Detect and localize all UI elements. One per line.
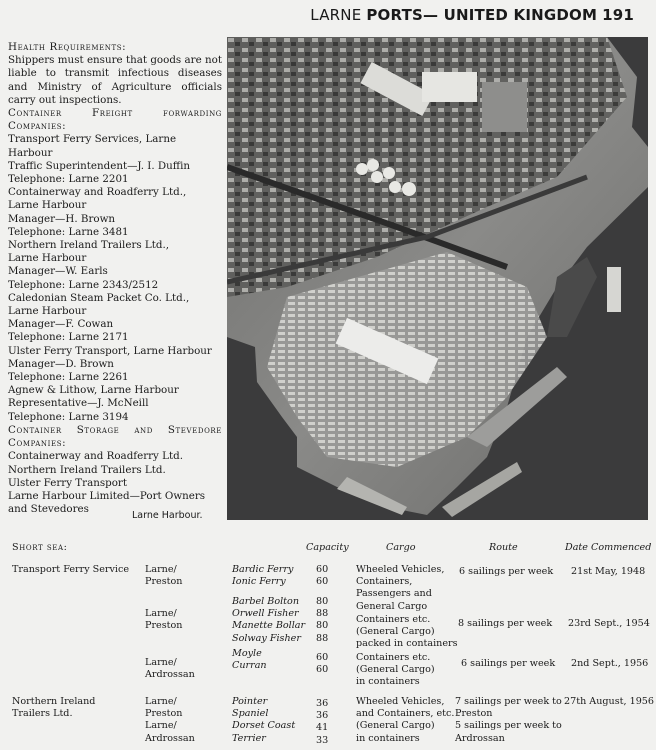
service-line: Preston	[145, 620, 183, 632]
vessel-name: Terrier	[232, 732, 266, 744]
table-section-label: Short sea:	[12, 542, 68, 553]
vessel-name: Dorset Coast	[232, 720, 296, 732]
photo-caption: Larne Harbour.	[132, 510, 203, 521]
cargo-line: (General Cargo)	[356, 626, 435, 638]
forwarding-line: Telephone: Larne 2171	[8, 331, 129, 344]
forwarding-line: Containerway and Roadferry Ltd.,	[8, 186, 187, 199]
column-header-route: Route	[489, 542, 518, 553]
vessel-name: Curran	[232, 660, 267, 672]
column-header-date: Date Commenced	[565, 542, 652, 553]
capacity-value: 33	[316, 734, 329, 746]
capacity-value: 80	[316, 596, 329, 607]
health-heading: Health Requirements:	[8, 41, 127, 53]
cargo	[356, 696, 461, 745]
cargo-line: Passengers and	[356, 588, 432, 600]
service	[145, 696, 195, 745]
route: 8 sailings per week	[458, 618, 553, 629]
route: 6 sailings per week	[461, 658, 556, 669]
route: 6 sailings per week	[459, 566, 554, 577]
vessel-name: Barbel Bolton	[232, 596, 299, 607]
cargo-line: Wheeled Vehicles,	[356, 696, 445, 707]
capacity-value: 60	[316, 664, 329, 676]
forwarding-line: Telephone: Larne 2343/2512	[8, 278, 159, 291]
capacity-value: 60	[316, 652, 329, 663]
forwarding-line: Manager—D. Brown	[8, 357, 114, 370]
date-commenced: 2nd Sept., 1956	[571, 658, 649, 669]
cargo	[356, 652, 435, 689]
service-line: Ardrossan	[145, 669, 195, 681]
column-header-capacity: Capacity	[306, 542, 349, 553]
forwarding-line: Larne Harbour	[8, 305, 87, 318]
page-number: 191	[602, 6, 634, 24]
vessel-name: Bardic Ferry	[232, 564, 294, 575]
forwarding-list	[8, 133, 222, 423]
date-commenced: 23rd Sept., 1954	[568, 618, 650, 629]
cargo-line: (General Cargo)	[356, 720, 435, 732]
forwarding-line: Northern Ireland Trailers Ltd.,	[8, 239, 170, 252]
capacity-value: 88	[316, 632, 329, 644]
vessel-name: Manette Bollar	[232, 620, 306, 632]
vessel-name: Spaniel	[232, 708, 269, 720]
capacity-value: 60	[316, 576, 329, 588]
vessels	[232, 696, 295, 745]
storage-line: Containerway and Roadferry Ltd.	[8, 450, 183, 463]
operator-line: Trailers Ltd.	[12, 708, 73, 720]
cargo-line: Wheeled Vehicles,	[356, 564, 445, 575]
service-line: Ardrossan	[145, 732, 195, 744]
forwarding-line: Traffic Superintendent—J. I. Duffin	[8, 159, 191, 172]
cargo-line: in containers	[356, 732, 420, 744]
capacity-value: 41	[316, 722, 329, 734]
capacity-value: 60	[316, 564, 329, 575]
date-commenced: 27th August, 1956	[564, 696, 655, 707]
date-commenced: 21st May, 1948	[571, 566, 646, 577]
cargo-line: General Cargo	[356, 600, 428, 612]
capacity	[316, 652, 328, 676]
storage-line: Northern Ireland Trailers Ltd.	[8, 463, 166, 476]
cargo-line: Containers etc.	[356, 652, 431, 663]
service-line: Larne/	[145, 657, 177, 668]
route	[455, 696, 562, 745]
capacity-value: 88	[316, 608, 329, 620]
storage-heading: Container Storage and Stevedore Companies:	[8, 423, 222, 450]
storage-list	[8, 450, 222, 516]
capacity-value: 36	[316, 698, 329, 709]
vessel-name: Ionic Ferry	[232, 576, 286, 588]
harbour-photo-illustration	[227, 37, 648, 520]
route-line: 7 sailings per week to	[455, 696, 562, 707]
service-line: Preston	[145, 576, 183, 588]
service	[145, 608, 182, 632]
cargo-line: Containers,	[356, 576, 413, 588]
operator-line: Northern Ireland	[12, 696, 96, 707]
storage-line: Larne Harbour Limited—Port Owners	[8, 489, 206, 502]
forwarding-line: Telephone: Larne 3481	[8, 225, 129, 238]
forwarding-heading: Container Freight forwarding Companies:	[8, 107, 222, 133]
forwarding-line: Manager—W. Earls	[8, 265, 108, 278]
service-line: Larne/	[145, 608, 177, 619]
storage-line: and Stevedores	[8, 503, 89, 516]
forwarding-line: Representative—J. McNeill	[8, 397, 149, 410]
capacity	[316, 564, 328, 588]
cargo-line: and Containers, etc. .	[356, 708, 461, 720]
cargo-line: Containers etc.	[356, 614, 431, 625]
service-line: Larne/	[145, 564, 177, 575]
route-line: Preston	[455, 708, 493, 720]
forwarding-line: Agnew & Lithow, Larne Harbour	[8, 384, 179, 397]
capacity	[316, 596, 328, 645]
forwarding-line: Manager—H. Brown	[8, 212, 116, 225]
forwarding-line: Telephone: Larne 2261	[8, 371, 129, 384]
route-line: Ardrossan	[455, 732, 505, 744]
vessel-name: Solway Fisher	[232, 632, 301, 644]
forwarding-line: Ulster Ferry Transport, Larne Harbour	[8, 344, 212, 357]
running-head-place: LARNE	[310, 6, 362, 24]
capacity	[316, 698, 328, 747]
vessel-name: Pointer	[232, 696, 268, 707]
capacity-value: 36	[316, 710, 329, 722]
vessel-name: Moyle	[232, 648, 262, 659]
forwarding-line: Larne Harbour	[8, 199, 87, 212]
running-head	[310, 6, 634, 24]
service-line: Larne/	[145, 720, 177, 732]
service	[145, 657, 195, 681]
cargo	[356, 614, 458, 651]
cargo	[356, 564, 444, 613]
forwarding-line: Telephone: Larne 3194	[8, 410, 129, 423]
left-column	[8, 41, 222, 516]
cargo-line: (General Cargo)	[356, 664, 435, 676]
storage-line: Ulster Ferry Transport	[8, 476, 127, 489]
operator: Transport Ferry Service	[12, 564, 130, 575]
forwarding-line: Manager—F. Cowan	[8, 318, 114, 331]
running-head-section: PORTS— UNITED KINGDOM	[366, 6, 598, 24]
operator	[12, 696, 95, 720]
forwarding-line: Telephone: Larne 2201	[8, 173, 129, 186]
forwarding-line: Caledonian Steam Packet Co. Ltd.,	[8, 291, 190, 304]
capacity-value: 80	[316, 620, 329, 632]
vessel-name: Orwell Fisher	[232, 608, 299, 620]
forwarding-line: Larne Harbour	[8, 252, 87, 265]
cargo-line: in containers	[356, 676, 420, 688]
cargo-line: packed in containers	[356, 638, 458, 650]
route-line: 5 sailings per week to	[455, 720, 562, 732]
service-line: Preston	[145, 708, 183, 720]
vessels	[232, 564, 293, 588]
harbour-aerial-photo	[227, 37, 648, 520]
column-header-cargo: Cargo	[386, 542, 416, 553]
service	[145, 564, 182, 588]
health-text: Shippers must ensure that goods are not liable to transmit infectious diseases and Ministry of Agriculture officials carry out inspections.	[8, 54, 222, 106]
vessels	[232, 596, 305, 645]
vessels	[232, 648, 267, 672]
service-line: Larne/	[145, 696, 177, 707]
forwarding-line: Transport Ferry Services, Larne Harbour	[8, 133, 177, 159]
